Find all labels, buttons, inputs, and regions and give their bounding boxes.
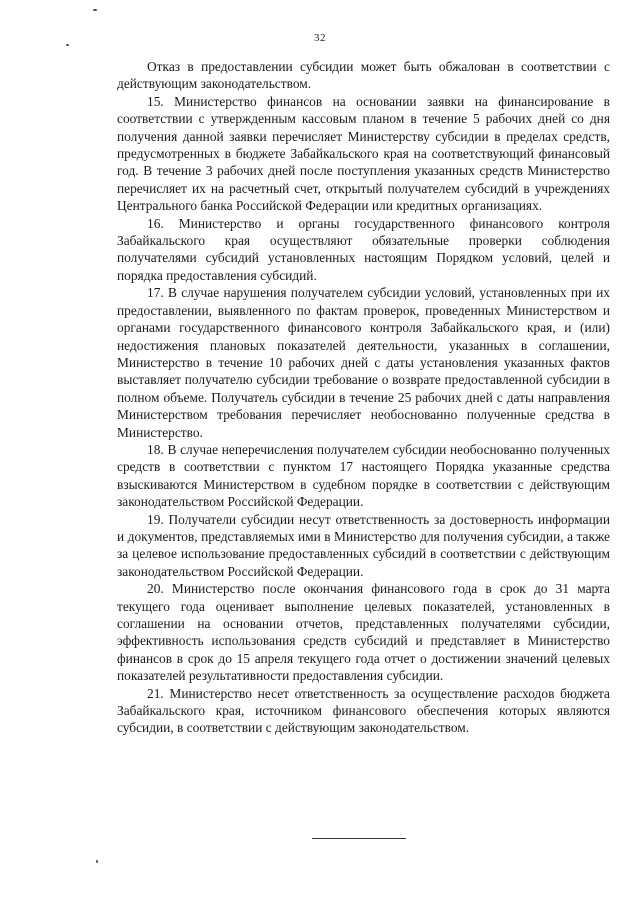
paragraph-18: 18. В случае неперечисления получателем субсидии необоснованно полученных средств в соответствии с пунктом 17 настоящего Порядка указанные средства взыскиваются Министерством в судебном порядке в соответствии с действующим законодательством Российской Федерации. <box>117 441 610 510</box>
scan-speck <box>96 860 98 863</box>
paragraph-16: 16. Министерство и органы государственного финансового контроля Забайкальского края осуществляют обязательные проверки соблюдения получателями субсидий установленных настоящим Порядком условий, целей и порядка предоставления субсидий. <box>117 215 610 283</box>
document-body <box>117 58 610 737</box>
end-divider <box>312 838 406 839</box>
paragraph-19: 19. Получатели субсидии несут ответственность за достоверность информации и документов, представляемых ими в Министерство для получения субсидии, а также за целевое использование предоставленных субсидий в соответствии с действующим законодательством Российской Федерации. <box>117 511 610 579</box>
paragraph-appeal: Отказ в предоставлении субсидии может быть обжалован в соответствии с действующим законодательством. <box>117 59 610 92</box>
scan-speck <box>93 9 97 11</box>
page-number: 32 <box>314 32 326 44</box>
paragraph-17: 17. В случае нарушения получателем субсидии условий, установленных при их предоставлении, выявленного по фактам проверок, проведенных Министерством и органами государственного финансового контроля Забайкальского края, и (или) недостижения плановых показателей деятельности, указанных в соглашении, Министерство в течение 10 рабочих дней с даты установления указанных фактов выставляет получателю субсидии требование о возврате предоставленной субсидии в полном объеме. Получатель субсидии в течение 25 рабочих дней с даты направления Министерством требования перечисляет необоснованно полученные средства в Министерство. <box>117 285 610 440</box>
paragraph-20: 20. Министерство после окончания финансового года в срок до 31 марта текущего года оценивает выполнение целевых показателей, установленных в соглашении на основании отчетов, представленных получателями субсидии, эффективность использования средств субсидий и представляет в Министерство финансов в срок до 15 апреля текущего года отчет о достижении значений целевых показателей результативности предоставления субсидии. <box>117 581 610 684</box>
paragraph-21: 21. Министерство несет ответственность за осуществление расходов бюджета Забайкальского края, источником финансового обеспечения которых являются субсидии, в соответствии с действующим законодательством. <box>117 685 610 736</box>
scan-speck <box>66 44 69 46</box>
paragraph-15: 15. Министерство финансов на основании заявки на финансирование в соответствии с утвержденным кассовым планом в течение 5 рабочих дней со дня получения данной заявки перечисляет Министерству субсидии в пределах средств, предусмотренных в бюджете Забайкальского края на соответствующий финансовый год. В течение 3 рабочих дней после поступления указанных средств Министерство перечисляет их на расчетный счет, открытый получателем субсидий в учреждениях Центрального банка Российской Федерации или кредитных организациях. <box>117 93 610 214</box>
